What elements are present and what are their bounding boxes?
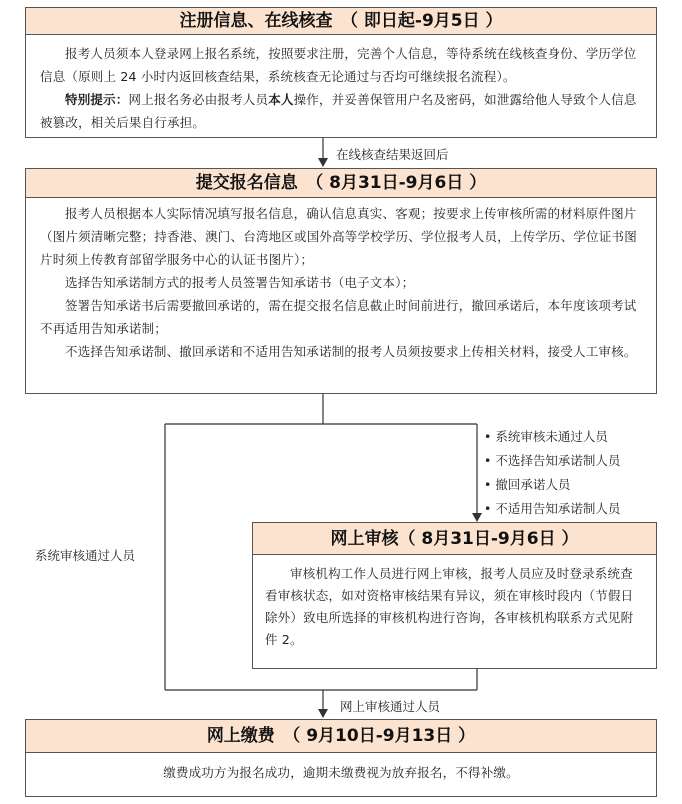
bullet-dot: • bbox=[484, 453, 492, 468]
step2-title: 提交报名信息 （ 8月31日-9月6日 ） bbox=[26, 169, 656, 198]
step1-tip bbox=[40, 88, 642, 134]
step3-title: 网上审核（ 8月31日-9月6日 ） bbox=[253, 523, 656, 555]
branch-item bbox=[484, 475, 570, 493]
branch-item-label: 不适用告知承诺制人员 bbox=[495, 501, 621, 516]
bullet-dot: • bbox=[484, 477, 492, 492]
branch-item-label: 撤回承诺人员 bbox=[495, 477, 571, 492]
right-branch-head bbox=[472, 513, 482, 522]
step1-tip-emphasis: 本人 bbox=[268, 92, 294, 107]
bullet-dot: • bbox=[484, 429, 492, 444]
step1-tip-pre: 网上报名务必由报考人员 bbox=[128, 92, 269, 107]
bullet-dot: • bbox=[484, 501, 492, 516]
step3-para: 审核机构工作人员进行网上审核，报考人员应及时登录系统查看审核状态，如对资格审核结果有异议，须在审核时段内（节假日除外）致电所选择的审核机构进行咨询，各审核机构联系方式见附件 2。 bbox=[265, 566, 634, 647]
arrow-4-head bbox=[318, 709, 328, 718]
arrow-1-label: 在线核查结果返回后 bbox=[336, 147, 449, 162]
step2-body bbox=[26, 198, 656, 369]
step2-box bbox=[25, 168, 657, 394]
step2-para-4: 不选择告知承诺制、撤回承诺和不适用告知承诺制的报考人员须按要求上传相关材料，接受人工审核。 bbox=[65, 344, 637, 359]
step3-body bbox=[253, 555, 656, 657]
arrow-1-head bbox=[318, 158, 328, 167]
branch-item bbox=[484, 499, 620, 517]
step2-para-1: 报考人员根据本人实际情况填写报名信息，确认信息真实、客观；按要求上传审核所需的材料原件图片（图片须清晰完整；持香港、澳门、台湾地区或国外高等学校学历、学位报考人员，上传学历、学位证书图片时须上传教育部留学服务中心的认证书图片）； bbox=[40, 206, 637, 267]
step4-para: 缴费成功方为报名成功，逾期未缴费视为放弃报名，不得补缴。 bbox=[163, 765, 519, 780]
pass-label: 系统审核通过人员 bbox=[35, 548, 136, 563]
step2-para-2: 选择告知承诺制方式的报考人员签署告知承诺书（电子文本）； bbox=[65, 275, 415, 290]
step1-para: 报考人员须本人登录网上报名系统，按照要求注册，完善个人信息，等待系统在线核查身份、学历学位信息（原则上 24 小时内返回核查结果，系统核查无论通过与否均可继续报名流程）。 bbox=[40, 46, 637, 84]
branch-item bbox=[484, 427, 608, 445]
step4-title: 网上缴费 （ 9月10日-9月13日 ） bbox=[26, 720, 656, 753]
step1-tip-post: 操作，并妥善保管用户名及密码，如泄露给他人导致个人信息被篡改，相关后果自行承担。 bbox=[40, 92, 637, 130]
step4-box bbox=[25, 719, 657, 797]
step2-para-3: 签署告知承诺书后需要撤回承诺的，需在提交报名信息截止时间前进行，撤回承诺后，本年度该项考试不再适用告知承诺制； bbox=[40, 298, 637, 336]
branch-item bbox=[484, 451, 620, 469]
step1-title: 注册信息、在线核查 （ 即日起-9月5日 ） bbox=[26, 8, 656, 35]
branch-item-label: 不选择告知承诺制人员 bbox=[495, 453, 621, 468]
step1-tip-label: 特别提示： bbox=[65, 92, 129, 107]
step1-body bbox=[26, 35, 656, 140]
step1-box bbox=[25, 7, 657, 138]
arrow-4-label: 网上审核通过人员 bbox=[340, 699, 441, 714]
step4-body bbox=[26, 753, 656, 790]
step3-box bbox=[252, 522, 657, 669]
branch-item-label: 系统审核未通过人员 bbox=[495, 429, 608, 444]
